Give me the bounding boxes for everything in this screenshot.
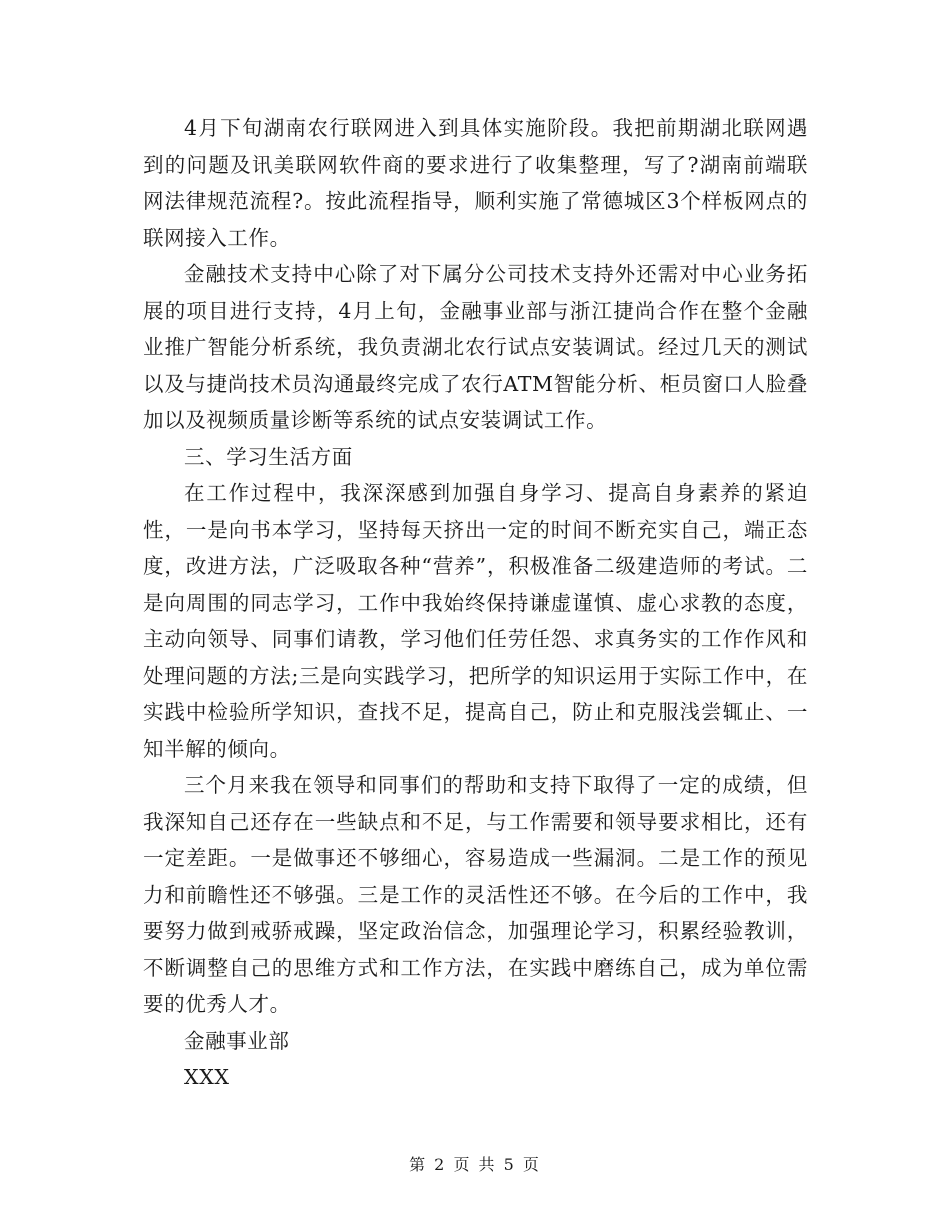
paragraph-learning: 在工作过程中，我深深感到加强自身学习、提高自身素养的紧迫性，一是向书本学习，坚持每天挤出一定的时间不断充实自己，端正态度，改进方法，广泛吸取各种“营养”，积极准备二级建造师的考试。二是向周围的同志学习，工作中我始终保持谦虚谨慎、虚心求教的态度，主动向领导、同事们请教，学习他们任劳任怨、求真务实的工作作风和处理问题的方法;三是向实践学习，把所学的知识运用于实际工作中，在实践中检验所学知识，查找不足，提高自己，防止和克服浅尝辄止、一知半解的倾向。 <box>143 481 808 761</box>
paragraph-tech-support: 金融技术支持中心除了对下属分公司技术支持外还需对中心业务拓展的项目进行支持，4月上旬，金融事业部与浙江捷尚合作在整个金融业推广智能分析系统，我负责湖北农行试点安装调试。经过几天的测试以及与捷尚技术员沟通最终完成了农行ATM智能分析、柜员窗口人脸叠加以及视频质量诊断等系统的试点安装调试工作。 <box>143 262 808 432</box>
paragraph-hunan-network: 4月下旬湖南农行联网进入到具体实施阶段。我把前期湖北联网遇到的问题及讯美联网软件商的要求进行了收集整理，写了?湖南前端联网法律规范流程?。按此流程指导，顺利实施了常德城区3个样板网点的联网接入工作。 <box>143 116 808 250</box>
page-number-footer: 第 2 页 共 5 页 <box>409 1155 541 1174</box>
signature-department: 金融事业部 <box>184 1028 290 1053</box>
section-heading-study-life: 三、学习生活方面 <box>184 444 353 469</box>
signature-name: XXX <box>184 1065 230 1089</box>
document-body <box>143 110 808 1096</box>
paragraph-summary: 三个月来我在领导和同事们的帮助和支持下取得了一定的成绩，但我深知自己还存在一些缺点和不足，与工作需要和领导要求相比，还有一定差距。一是做事还不够细心，容易造成一些漏洞。二是工作的预见力和前瞻性还不够强。三是工作的灵活性还不够。在今后的工作中，我要努力做到戒骄戒躁，坚定政治信念，加强理论学习，积累经验教训，不断调整自己的思维方式和工作方法，在实践中磨练自己，成为单位需要的优秀人才。 <box>143 773 808 1016</box>
